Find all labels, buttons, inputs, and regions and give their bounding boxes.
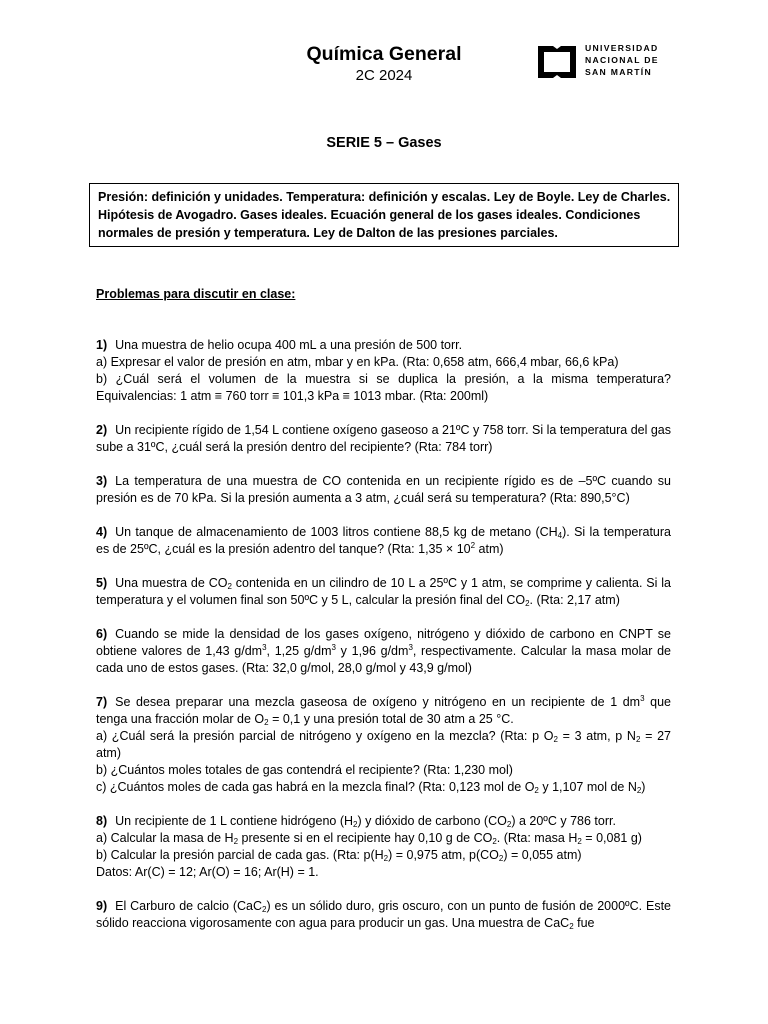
course-period: 2C 2024 bbox=[355, 67, 413, 84]
problem-9: 9) El Carburo de calcio (CaC$_2$) es un sólido duro, gris oscuro, con un punto de fusión de 2000ºC. Este sólido reacciona vigorosamente con agua para producir un gas. Una muestra de CaC$_2$ fue bbox=[96, 899, 671, 931]
course-title: Química General bbox=[306, 43, 462, 65]
serie-title: SERIE 5 – Gases bbox=[326, 135, 442, 151]
problems-list bbox=[96, 286, 671, 949]
problem-7: 7) Se desea preparar una mezcla gaseosa de oxígeno y nitrógeno en un recipiente de 1 $dm^3$ que tenga una fracción molar de $O_2 = 0,1$ y una presión total de 30 atm a 25 °C. a) ¿Cuál será la presión parcial de nitrógeno y oxígeno en la mezcla? (Rta: p $O_2 = 3$ atm, p $N_2 = 27$ atm) b) ¿Cuántos moles totales de gas contendrá el recipiente? (Rta: 1,230 mol) c) ¿Cuántos moles de cada gas habrá en la mezcla final? (Rta: 0,123 mol de $O_2$ y 1,107 mol de $N_2$) bbox=[96, 694, 672, 795]
problem-5: 5) Una muestra de $CO_2$ contenida en un cilindro de 10 L a 25ºC y 1 atm, se comprime y calienta. Si la temperatura y el volumen final son 50ºC y 5 L, calcular la presión final del $CO_2$. (Rta: 2,17 atm) bbox=[96, 576, 671, 608]
university-name: UNIVERSIDAD NACIONAL DE SAN MARTÍN bbox=[585, 43, 659, 77]
problem-3: 3) La temperatura de una muestra de CO contenida en un recipiente rígido es de –5ºC cuando su presión es de 70 kPa. Si la presión aumenta a 3 atm, ¿cuál será su temperatura? (Rta: 890,5°C) bbox=[96, 474, 671, 505]
section-title: Problemas para discutir en clase: bbox=[96, 287, 296, 301]
university-logo bbox=[537, 42, 667, 82]
problem-2: 2) Un recipiente rígido de 1,54 L contiene oxígeno gaseoso a 21ºC y 758 torr. Si la temperatura del gas sube a 31ºC, ¿cuál será la presión dentro del recipiente? (Rta: 784 torr) bbox=[96, 423, 671, 454]
topics-box: Presión: definición y unidades. Temperatura: definición y escalas. Ley de Boyle. Ley de Charles. Hipótesis de Avogadro. Gases ideales. Ecuación general de los gases ideales. Condiciones normales de presión y temperatura. Ley de Dalton de las presiones parciales. bbox=[89, 183, 679, 247]
book-logo-icon bbox=[537, 45, 577, 79]
problem-6: 6) Cuando se mide la densidad de los gases oxígeno, nitrógeno y dióxido de carbono en CNPT se obtiene valores de 1,43 $g/dm^3$, 1,25 $g/dm^3$ y 1,96 $g/dm^3$, respectivamente. Calcular la masa molar de cada uno de estos gases. (Rta: 32,0 g/mol, 28,0 g/mol y 43,9 g/mol) bbox=[96, 627, 671, 675]
course-header bbox=[268, 42, 500, 86]
problem-8: 8) Un recipiente de 1 L contiene hidrógeno $(H_2)$ y dióxido de carbono $(CO_2)$ a 20ºC y 786 torr. a) Calcular la masa de $H_2$ presente si en el recipiente hay 0,10 g de $CO_2$. (Rta: masa $H_2 = 0,081$ g) b) Calcular la presión parcial de cada gas. (Rta: $p(H_2) = 0,975$ atm, $p(CO_2) = 0,055$ atm) Datos: Ar(C) = 12; Ar(O) = 16; Ar(H) = 1. bbox=[96, 814, 642, 879]
problem-4: 4) Un tanque de almacenamiento de 1003 litros contiene 88,5 kg de metano $(CH_4)$. Si la temperatura es de 25ºC, ¿cuál es la presión adentro del tanque? (Rta: $1,35 \times 10^2$ atm) bbox=[96, 525, 671, 556]
problem-1: 1) Una muestra de helio ocupa 400 mL a una presión de 500 torr. a) Expresar el valor de presión en atm, mbar y en kPa. (Rta: 0,658 atm, 666,4 mbar, 66,6 kPa) b) ¿Cuál será el volumen de la muestra si se duplica la presión, a la misma temperatura? Equivalencias: 1 atm ≡ 760 torr ≡ 101,3 kPa ≡ 1013 mbar. (Rta: 200ml) bbox=[96, 338, 671, 403]
